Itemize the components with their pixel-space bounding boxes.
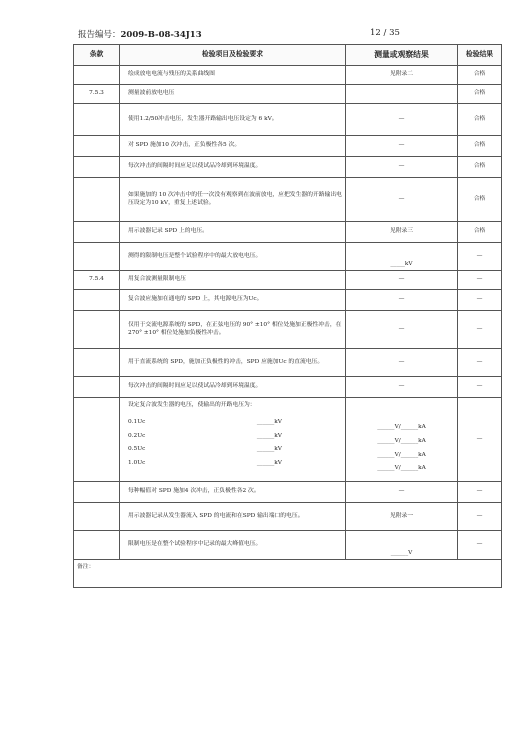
item-text: 用示波器记录从发生器流入 SPD 的电流和在SPD 输出端口的电压。: [128, 512, 304, 519]
item-text: 仅用于交流电源系统的 SPD，在正弦电压的 90° ±10° 相位处施加正极性冲击，在270° ±10° 相位处施加负极性冲击。: [128, 321, 342, 336]
item-text: 用复合波测量限制电压: [128, 276, 186, 283]
item-text: 用示波器记录 SPD 上的电压。: [128, 228, 208, 235]
result-cell: —: [458, 290, 502, 311]
measurement-cell: [346, 531, 458, 560]
item-header: 检验项目及检验要求: [120, 45, 346, 66]
table-row: [74, 85, 502, 104]
table-row: [74, 531, 502, 560]
level-measurement: ______V/______kA: [377, 451, 426, 458]
table-row: [74, 311, 502, 349]
clause-header: 条款: [74, 45, 120, 66]
item-cell: [120, 349, 346, 377]
measurement-fill-blank: ______V: [390, 550, 413, 557]
item-cell: [120, 290, 346, 311]
clause-cell: [74, 136, 120, 157]
item-text: 绘成放电电流与残压的关系曲线图: [128, 71, 215, 78]
measurement-cell: —: [346, 290, 458, 311]
measurement-fill-blank: _____kV: [390, 261, 413, 268]
clause-cell: [74, 398, 120, 482]
item-text: 复合波应施加在通电的 SPD 上，其电源电压为Uc。: [128, 296, 263, 303]
result-cell: —: [458, 243, 502, 271]
table-row: [74, 377, 502, 398]
report-number-label: 报告编号：: [78, 30, 121, 40]
table-row: [74, 157, 502, 178]
report-number: [78, 28, 202, 40]
result-header: 检验结果: [458, 45, 502, 66]
level-line: [128, 433, 342, 441]
result-cell: —: [458, 398, 502, 482]
measurement-cell: [346, 243, 458, 271]
measurement-cell: —: [346, 104, 458, 136]
level-line: [128, 446, 342, 454]
level-measurement: ______V/______kA: [377, 465, 426, 472]
result-cell: 合格: [458, 178, 502, 222]
item-cell: [120, 66, 346, 85]
level-value: ______kV: [256, 460, 282, 467]
item-text: 对 SPD 施加10 次冲击，正负极性各5 次。: [128, 142, 241, 149]
item-cell: [120, 311, 346, 349]
item-text: 每次冲击的间隔时间应足以使试品冷却到环境温度。: [128, 163, 262, 170]
report-number-value: 2009-B-08-34J13: [120, 30, 202, 40]
page-number: 12 / 35: [370, 28, 400, 38]
table-row: [74, 349, 502, 377]
remarks-row: [74, 560, 502, 588]
table-row: [74, 398, 502, 482]
item-text: 每种幅值对 SPD 施加4 次冲击，正负极性各2 次。: [128, 488, 260, 495]
item-cell: [120, 243, 346, 271]
inspection-table: [73, 44, 502, 588]
clause-cell: [74, 66, 120, 85]
clause-cell: [74, 531, 120, 560]
measurement-cell: —: [346, 136, 458, 157]
level-label: 0.1Uc: [128, 418, 146, 425]
level-label: 1.0Uc: [128, 460, 146, 467]
result-cell: 合格: [458, 85, 502, 104]
table-row: [74, 503, 502, 531]
clause-cell: [74, 290, 120, 311]
item-text: 每次冲击的间隔时间应足以使试品冷却到环境温度。: [128, 383, 262, 390]
item-cell: [120, 157, 346, 178]
measurement-header: 测量或观察结果: [346, 45, 458, 66]
table-row: [74, 222, 502, 243]
table-row: [74, 178, 502, 222]
result-cell: —: [458, 531, 502, 560]
measurement-cell: —: [346, 178, 458, 222]
measurement-cell: 见附录三: [346, 222, 458, 243]
level-line: [128, 419, 342, 427]
item-text: 测量波前放电电压: [128, 90, 175, 97]
clause-cell: [74, 243, 120, 271]
result-cell: 合格: [458, 104, 502, 136]
item-cell: [120, 503, 346, 531]
item-text: 如果施加的 10 次冲击中的任一次没有观察到在波前放电，应把发生器的开路输出电压设定为10 kV，重复上述试验。: [128, 191, 342, 206]
table-row: [74, 136, 502, 157]
table-row: [74, 290, 502, 311]
result-cell: —: [458, 482, 502, 503]
table-row: [74, 243, 502, 271]
result-cell: —: [458, 349, 502, 377]
item-cell: [120, 398, 346, 482]
clause-cell: [74, 482, 120, 503]
level-value: ______kV: [256, 446, 282, 453]
item-text: 用于直流系统的 SPD，施加正负极性的冲击，SPD 应施加Uc 的直流电压。: [128, 358, 324, 365]
item-cell: [120, 482, 346, 503]
result-cell: —: [458, 377, 502, 398]
table-row: [74, 104, 502, 136]
level-label: 0.5Uc: [128, 446, 146, 453]
clause-cell: 7.5.4: [74, 271, 120, 290]
measurement-cell: —: [346, 482, 458, 503]
item-text: 使用1.2/50冲击电压，发生器开路输出电压设定为 6 kV。: [128, 115, 278, 122]
measurement-cell: —: [346, 157, 458, 178]
clause-cell: 7.5.3: [74, 85, 120, 104]
result-cell: 合格: [458, 136, 502, 157]
item-cell: [120, 178, 346, 222]
result-cell: —: [458, 503, 502, 531]
clause-cell: [74, 311, 120, 349]
item-text: 测得的限制电压是整个试验程序中的最大放电电压。: [128, 252, 262, 259]
item-cell: [120, 377, 346, 398]
table-row: [74, 482, 502, 503]
table-row: [74, 271, 502, 290]
item-cell: [120, 136, 346, 157]
clause-cell: [74, 104, 120, 136]
measurement-cell: [346, 398, 458, 482]
clause-cell: [74, 377, 120, 398]
measurement-cell: —: [346, 311, 458, 349]
remarks-label: 备注：: [74, 560, 502, 588]
table-header-row: [74, 45, 502, 66]
level-measurement: ______V/______kA: [377, 423, 426, 430]
measurement-cell: [346, 85, 458, 104]
item-cell: [120, 222, 346, 243]
measurement-cell: —: [346, 271, 458, 290]
result-cell: 合格: [458, 222, 502, 243]
level-line: [128, 460, 342, 468]
measurement-cell: —: [346, 349, 458, 377]
measurement-cell: 见附录二: [346, 66, 458, 85]
item-cell: [120, 85, 346, 104]
result-cell: —: [458, 311, 502, 349]
clause-cell: [74, 178, 120, 222]
result-cell: —: [458, 271, 502, 290]
item-cell: [120, 104, 346, 136]
level-value: ______kV: [256, 432, 282, 439]
result-cell: 合格: [458, 157, 502, 178]
clause-cell: [74, 503, 120, 531]
item-text: 限制电压是在整个试验程序中记录的最大峰值电压。: [128, 541, 262, 548]
measurement-cell: —: [346, 377, 458, 398]
level-value: ______kV: [256, 418, 282, 425]
level-measurement: ______V/______kA: [377, 437, 426, 444]
clause-cell: [74, 222, 120, 243]
result-cell: 合格: [458, 66, 502, 85]
level-label: 0.2Uc: [128, 432, 146, 439]
table-row: [74, 66, 502, 85]
measurement-cell: 见附录一: [346, 503, 458, 531]
clause-cell: [74, 157, 120, 178]
clause-cell: [74, 349, 120, 377]
item-text: 设定复合波发生器的电压，使输出的开路电压为：: [128, 402, 256, 408]
item-cell: [120, 531, 346, 560]
item-cell: [120, 271, 346, 290]
